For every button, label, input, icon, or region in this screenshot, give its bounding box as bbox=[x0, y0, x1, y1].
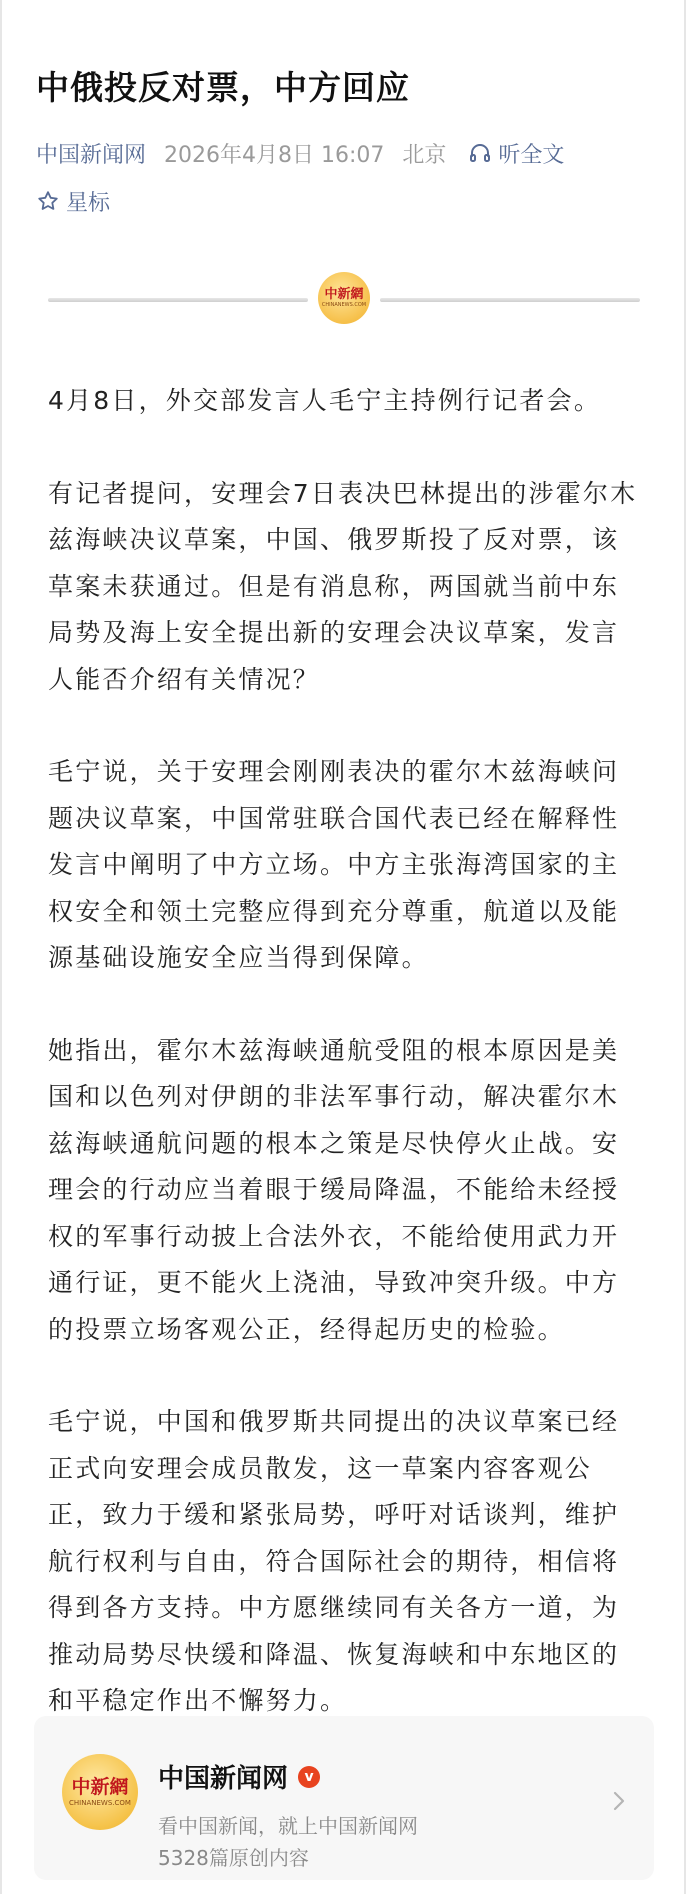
star-button[interactable] bbox=[36, 186, 110, 216]
verified-badge-icon: v bbox=[298, 1766, 320, 1788]
star-label: 星标 bbox=[66, 190, 111, 216]
account-avatar bbox=[62, 1754, 138, 1830]
account-description: 看中国新闻，就上中国新闻网 bbox=[158, 1814, 418, 1838]
article-paragraph: 毛宁说，中国和俄罗斯共同提出的决议草案已经正式向安理会成员散发，这一草案内容客观公正，致力于缓和紧张局势，呼吁对话谈判，维护航行权利与自由，符合国际社会的期待，相信将得到各方支持。中方愿继续同有关各方一道，为推动局势尽快缓和降温、恢复海峡和中东地区的和平稳定作出不懈努力。 bbox=[48, 1407, 620, 1715]
headphones-icon bbox=[468, 141, 492, 165]
account-original-count: 5328篇原创内容 bbox=[158, 1846, 309, 1870]
listen-button[interactable] bbox=[468, 138, 564, 169]
account-card[interactable] bbox=[34, 1716, 654, 1880]
star-outline-icon bbox=[36, 189, 60, 213]
article-meta bbox=[36, 138, 564, 168]
article-paragraph: 4月8日，外交部发言人毛宁主持例行记者会。 bbox=[48, 386, 602, 415]
listen-label: 听全文 bbox=[498, 142, 565, 168]
header-divider bbox=[48, 272, 640, 352]
avatar-logo-subtext: CHINANEWS.COM bbox=[69, 1798, 131, 1807]
page-border-left bbox=[0, 0, 2, 1894]
account-name: 中国新闻网 bbox=[158, 1764, 289, 1794]
chinanews-logo bbox=[318, 272, 370, 324]
article-title: 中俄投反对票，中方回应 bbox=[36, 68, 410, 107]
publish-date: 2026年4月8日 16:07 bbox=[164, 142, 385, 168]
avatar-logo-text: 中新網 bbox=[71, 1775, 129, 1798]
chevron-right-icon bbox=[610, 1790, 628, 1812]
divider-line-right bbox=[380, 298, 640, 302]
logo-text: 中新網 bbox=[324, 287, 364, 302]
source-link[interactable]: 中国新闻网 bbox=[36, 142, 147, 168]
logo-subtext: CHINANEWS.COM bbox=[321, 302, 367, 308]
publish-location: 北京 bbox=[402, 142, 447, 168]
article-paragraph: 毛宁说，关于安理会刚刚表决的霍尔木兹海峡问题决议草案，中国常驻联合国代表已经在解释性发言中阐明了中方立场。中方主张海湾国家的主权安全和领土完整应得到充分尊重，航道以及能源基础设施安全应当得到保障。 bbox=[48, 757, 620, 972]
divider-line-left bbox=[48, 298, 308, 302]
account-name-row bbox=[158, 1758, 320, 1795]
article-body bbox=[48, 378, 644, 1771]
article-paragraph: 她指出，霍尔木兹海峡通航受阻的根本原因是美国和以色列对伊朗的非法军事行动，解决霍尔木兹海峡通航问题的根本之策是尽快停火止战。安理会的行动应当着眼于缓局降温，不能给未经授权的军事行动披上合法外衣，不能给使用武力开通行证，更不能火上浇油，导致冲突升级。中方的投票立场客观公正，经得起历史的检验。 bbox=[48, 1035, 620, 1344]
article-paragraph: 有记者提问，安理会7日表决巴林提出的涉霍尔木兹海峡决议草案，中国、俄罗斯投了反对票，该草案未获通过。但是有消息称，两国就当前中东局势及海上安全提出新的安理会决议草案，发言人能否介绍有关情况？ bbox=[48, 478, 638, 694]
